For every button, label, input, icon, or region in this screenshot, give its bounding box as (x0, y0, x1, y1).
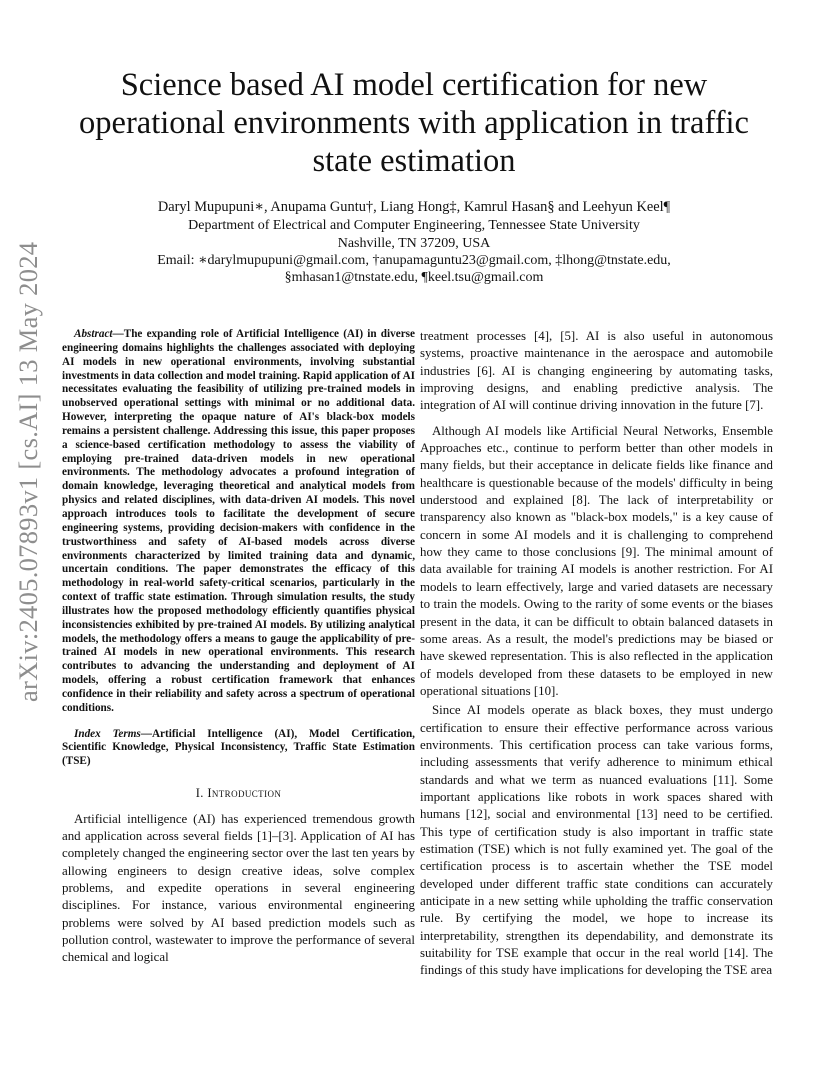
intro-paragraph-3: Since AI models operate as black boxes, they must undergo certification to ensure their effective performance across various environments. This certification process can take various forms, including assessments that verify adherence to minimum ethical standards and what we term as nuanced evaluations [11]. Some important applications like robots in work spaces shared with humans [12], social and environmental [13] need to be certified. This type of certification study is also important in traffic state estimation (TSE) which is not fully examined yet. The goal of the certification process is to ascertain whether the TSE model developed under different traffic state conditions can accurately anticipate in a new setting while upholding the traffic conservation rule. By certifying the model, we hope to increase its interpretability, strengthen its dependability, and demonstrate its suitability for TSE example that occur in the real world [14]. The findings of this study have implications for developing the TSE area (420, 703, 773, 978)
paper-title: Science based AI model certification for new operational environments with application in traffic state estimation (79, 67, 749, 179)
intro-paragraph-1: Artificial intelligence (AI) has experienced tremendous growth and application across several fields [1]–[3]. Application of AI has completely changed the engineering sector over the last ten years by allowing engineers to design creative ideas, solve complex problems, and expedite operations in several engineering disciplines. For instance, various environmental engineering problems were solved by AI based prediction models such as pollution control, wastewater to improve the performance of several chemical and logical (62, 811, 415, 965)
author-block (60, 199, 768, 286)
abstract-text: —The expanding role of Artificial Intelligence (AI) in diverse engineering domains highlights the challenges associated with deploying AI models in new operational environments, involving substantial investments in data collection and model training. Rapid application of AI necessitates evaluating the feasibility of utilizing pre-trained models in unobserved operational settings with minimal or no additional data. However, interpreting the opaque nature of AI's black-box models remains a persistent challenge. Addressing this issue, this paper proposes a science-based certification methodology to assess the viability of employing pre-trained data-driven models in new operational environments. The methodology advocates a profound integration of domain knowledge, leveraging theoretical and analytical models from physics and related disciplines, with data-driven AI models. This novel approach introduces tools to facilitate the development of secure engineering systems, providing decision-makers with confidence in the trustworthiness and safety of AI-based models across diverse environments characterized by limited training data and dynamic, uncertain conditions. The paper demonstrates the efficacy of this methodology in real-world safety-critical scenarios, particularly in the context of traffic state estimation. Through simulation results, the study illustrates how the proposed methodology efficiently quantifies physical inconsistencies exhibited by pre-trained AI models. By utilizing analytical models, the methodology offers a means to gauge the applicability of pre-trained AI models in new operational environments. This research contributes to advancing the understanding and deployment of AI models, offering a robust certification framework that enhances confidence in their reliability and safety across a spectrum of operational conditions. (62, 328, 415, 714)
abstract-lead: Abstract (74, 328, 113, 340)
right-column (420, 328, 773, 980)
author-emails-line2: §mhasan1@tnstate.edu, ¶keel.tsu@gmail.com (284, 270, 544, 286)
author-emails-line1: Email: ∗darylmupupuni@gmail.com, †anupamaguntu23@gmail.com, ‡lhong@tnstate.edu, (157, 252, 671, 268)
author-names: Daryl Mupupuni∗, Anupama Guntu†, Liang Hong‡, Kamrul Hasan§ and Leehyun Keel¶ (157, 199, 671, 215)
index-terms-text: —Artificial Intelligence (AI), Model Certification, Scientific Knowledge, Physical Inconsistency, Traffic State Estimation (TSE) (62, 727, 415, 768)
section-heading-introduction: I. Introduction (195, 786, 282, 801)
intro-paragraph-2: Although AI models like Artificial Neural Networks, Ensemble Approaches etc., continue to perform better than other models in many fields, but their acceptance in delicate fields like finance and healthcare is questionable because of the models' difficulty in being understood and explained [8]. The lack of interpretability or transparency also known as "black-box models," is a key cause of concern in some AI models and it is challenging to comprehend how they came to those conclusions [9]. The minimal amount of data available for training AI models is another restriction. For AI models to learn effectively, large and varied datasets are necessary to train the models. Owing to the rarity of some events or the biases present in the data, it can be difficult to obtain balanced datasets in some areas. As a result, the model's predictions may be biased or have skewed representation. This is also reflected in the application of models developed from these datasets to be employed in new operational situations [10]. (420, 423, 773, 698)
index-terms-lead: Index Terms (74, 727, 141, 740)
abstract (62, 328, 415, 716)
left-column (62, 328, 415, 967)
author-department: Department of Electrical and Computer Engineering, Tennessee State University (188, 218, 640, 234)
index-terms (62, 728, 415, 770)
author-location: Nashville, TN 37209, USA (337, 235, 491, 251)
intro-paragraph-1-continued: treatment processes [4], [5]. AI is also useful in autonomous systems, proactive maintenance in the aerospace and automobile industries [6]. AI is changing engineering by automating tasks, improving designs, and enabling predictive analysis. The integration of AI will continue driving innovation in the future [7]. (420, 329, 773, 413)
arxiv-identifier: arXiv:2405.07893v1 [cs.AI] 13 May 2024 (13, 241, 43, 702)
